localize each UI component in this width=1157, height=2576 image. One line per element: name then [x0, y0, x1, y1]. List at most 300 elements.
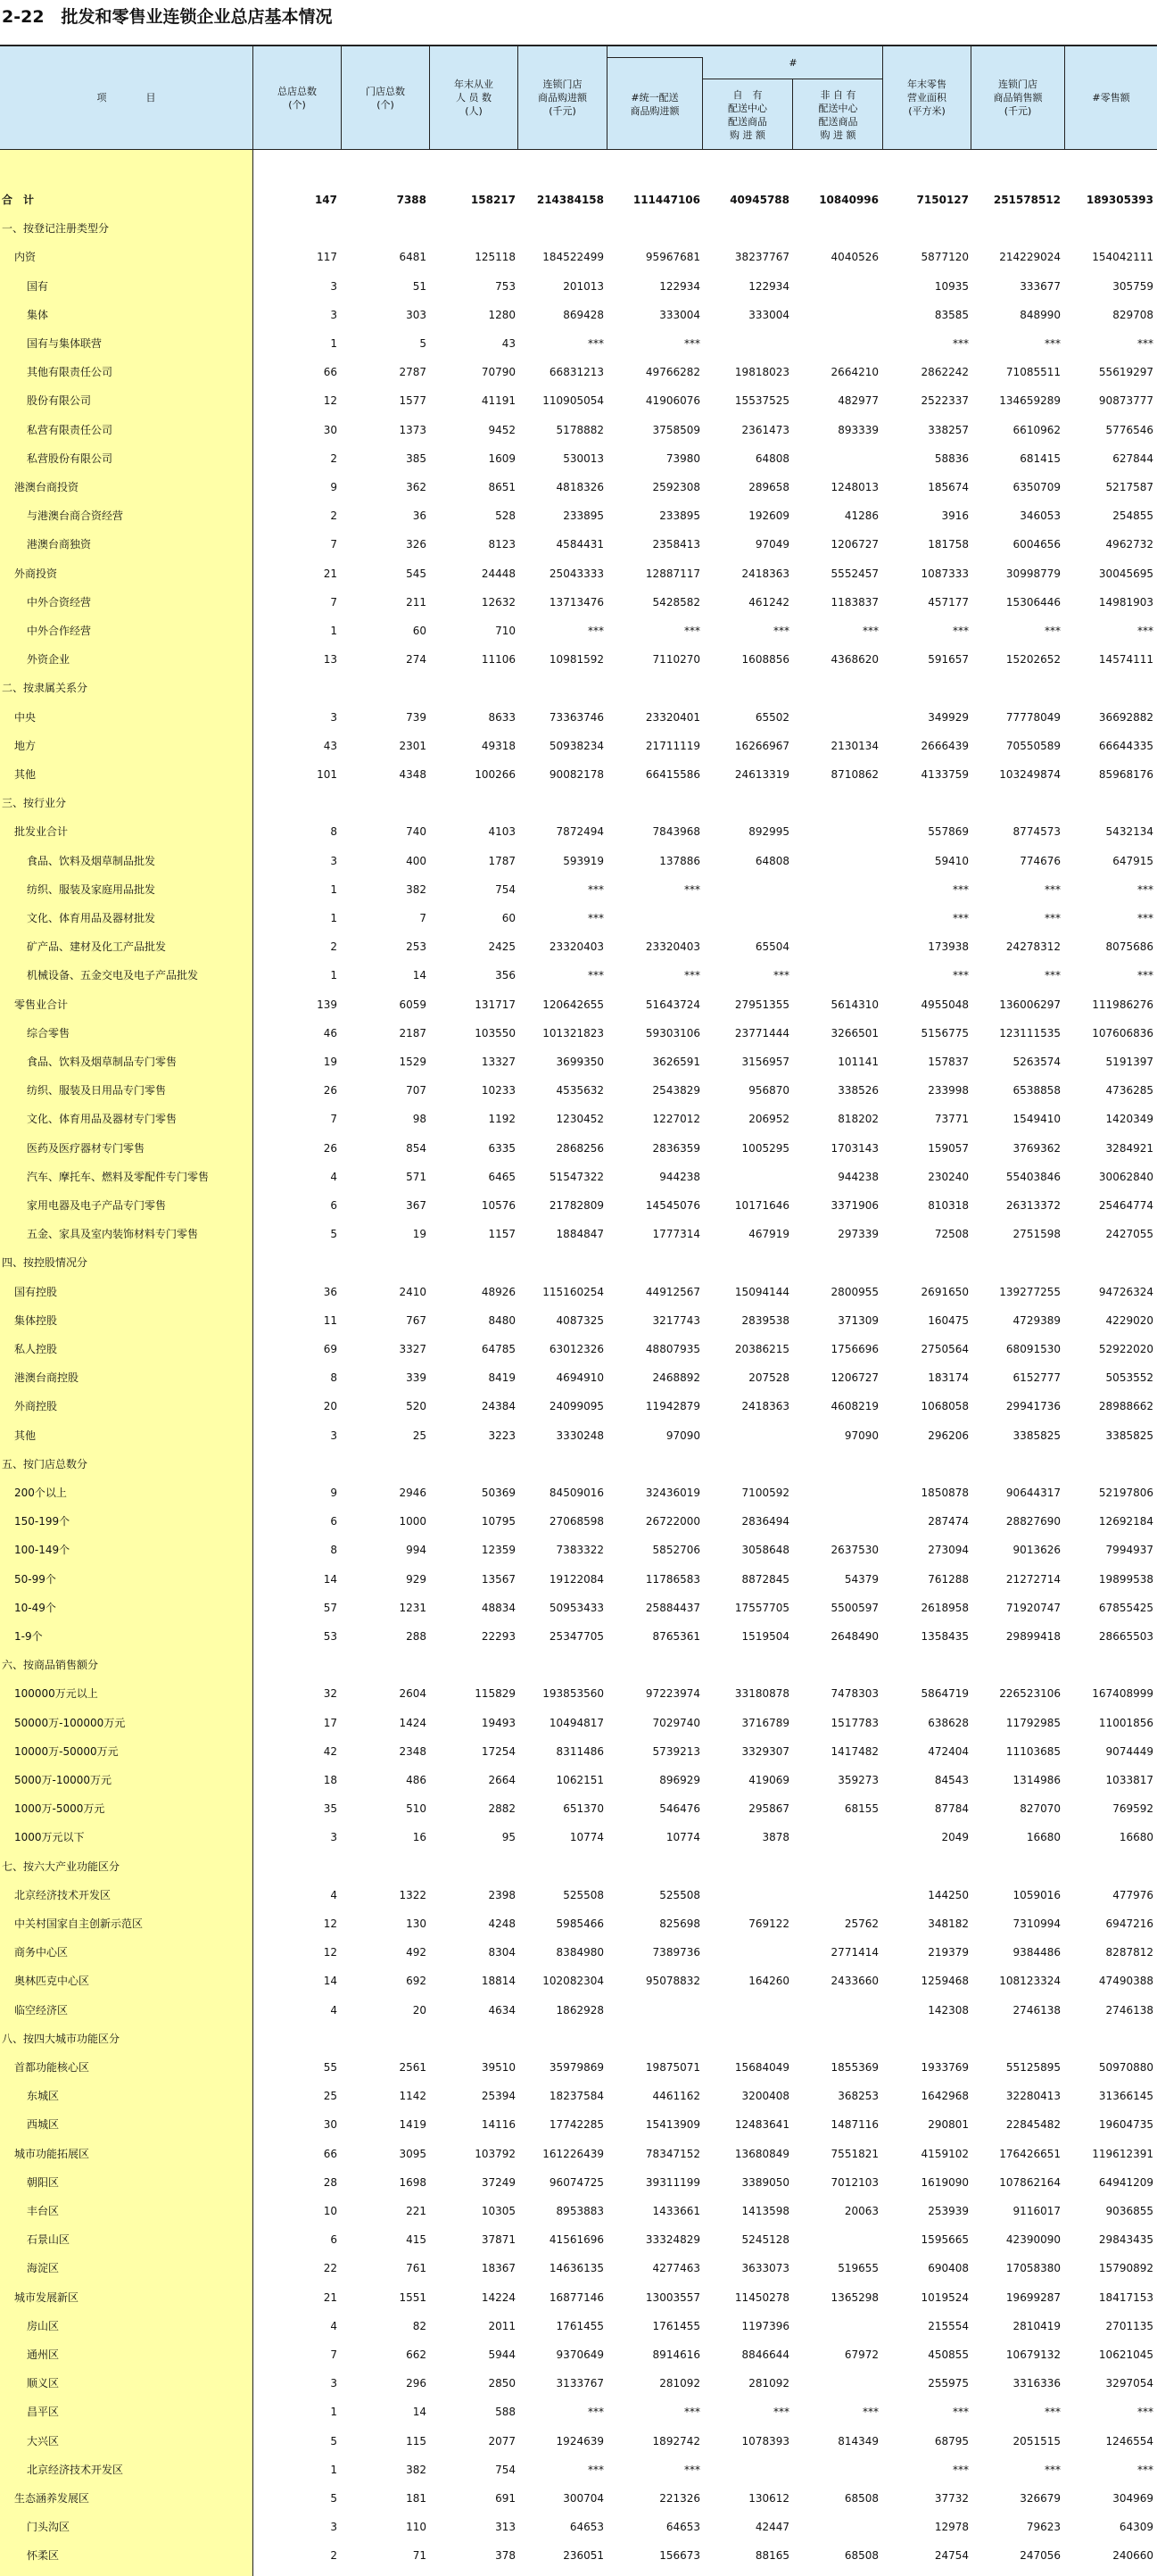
- row-value: 8123: [488, 538, 516, 551]
- row-value: 98: [412, 1113, 426, 1126]
- table-row: [0, 703, 1157, 732]
- row-value: 2077: [488, 2434, 516, 2448]
- row-value: 2130134: [831, 739, 879, 752]
- row-label: 私人控股: [14, 1343, 58, 1355]
- row-value: 810318: [928, 1199, 969, 1212]
- row-value: 51643724: [645, 998, 700, 1011]
- row-value: 12359: [481, 1544, 516, 1557]
- row-value: 136006297: [999, 998, 1061, 1011]
- row-value: 101321823: [542, 1026, 604, 1040]
- row-value: 64941209: [1098, 2175, 1153, 2189]
- row-value: 49318: [481, 739, 516, 752]
- row-value: 1892742: [652, 2434, 700, 2448]
- row-value: 4348: [399, 768, 426, 781]
- row-value: 1373: [399, 423, 426, 436]
- row-value: 2868256: [556, 1141, 604, 1155]
- row-value: ***: [588, 337, 604, 350]
- row-value: 739: [406, 710, 426, 724]
- table-row: [0, 2283, 1157, 2312]
- table-row: [0, 1306, 1157, 1335]
- row-value: 7551821: [831, 2147, 879, 2160]
- row-value: 15790892: [1098, 2262, 1153, 2275]
- row-value: 1609: [488, 451, 516, 465]
- row-value: 7: [330, 2348, 337, 2361]
- row-value: 1551: [399, 2290, 426, 2304]
- row-value: 107606836: [1092, 1026, 1153, 1040]
- row-value: 297339: [838, 1228, 879, 1241]
- row-label: 城市发展新区: [14, 2290, 79, 2304]
- row-value: 85968176: [1098, 768, 1153, 781]
- row-label: 丰台区: [27, 2205, 60, 2217]
- row-label: 东城区: [27, 2090, 60, 2103]
- row-value: 690408: [928, 2262, 969, 2275]
- table-row: [0, 214, 1157, 243]
- row-value: 144250: [928, 1888, 969, 1901]
- row-value: 3223: [488, 1429, 516, 1442]
- table-row: [0, 1105, 1157, 1133]
- row-label: 海淀区: [27, 2262, 60, 2275]
- row-value: 30: [323, 2118, 337, 2132]
- row-label: 通州区: [27, 2348, 60, 2361]
- row-value: 356: [495, 969, 516, 982]
- row-value: 769122: [748, 1918, 789, 1930]
- row-label: 生态涵养发展区: [14, 2492, 90, 2505]
- row-value: 1862928: [556, 2003, 604, 2017]
- row-value: 111986276: [1092, 998, 1153, 1011]
- row-value: 40945788: [730, 194, 789, 206]
- row-value: 2637530: [831, 1544, 879, 1557]
- row-value: ***: [1137, 969, 1153, 982]
- row-value: 530013: [563, 451, 604, 465]
- row-label: 奥林匹克中心区: [14, 1975, 90, 1988]
- row-value: 14: [412, 2406, 426, 2419]
- row-value: 42: [323, 1744, 337, 1758]
- row-value: 19122084: [549, 1572, 604, 1586]
- row-value: 3156957: [741, 1056, 789, 1068]
- row-value: 8651: [488, 481, 516, 493]
- row-value: ***: [773, 2406, 789, 2419]
- row-value: 8: [330, 825, 337, 839]
- table-row: [0, 2053, 1157, 2082]
- row-value: 4955048: [921, 998, 969, 1011]
- row-value: 183174: [928, 1371, 969, 1385]
- row-value: 1433661: [652, 2205, 700, 2217]
- row-value: 30062840: [1098, 1170, 1153, 1183]
- row-value: 17: [323, 1716, 337, 1729]
- row-value: 14: [323, 1572, 337, 1586]
- row-value: 1419: [399, 2118, 426, 2132]
- row-label: 合 计: [2, 194, 35, 206]
- table-row: [0, 2398, 1157, 2426]
- row-value: 362: [406, 481, 426, 493]
- row-value: 13003557: [645, 2290, 700, 2304]
- row-value: 10171646: [734, 1199, 789, 1212]
- row-value: ***: [1045, 969, 1061, 982]
- row-value: 20: [412, 2003, 426, 2017]
- table-row: [0, 530, 1157, 559]
- row-value: 1: [330, 2406, 337, 2419]
- row-value: 3327: [399, 1343, 426, 1355]
- row-label: 国有: [27, 279, 49, 293]
- row-value: 27951355: [734, 998, 789, 1011]
- row-value: 545: [406, 567, 426, 580]
- row-value: 7029740: [652, 1716, 700, 1729]
- row-label: 50000万-100000万元: [14, 1716, 126, 1729]
- table-row: [0, 2168, 1157, 2197]
- row-value: 305759: [1112, 279, 1153, 293]
- row-value: 230240: [928, 1170, 969, 1183]
- row-value: 10774: [665, 1831, 700, 1844]
- row-value: 207528: [748, 1371, 789, 1385]
- row-value: ***: [863, 2406, 879, 2419]
- row-value: 173938: [928, 940, 969, 954]
- row-value: 8304: [488, 1946, 516, 1959]
- row-value: 82: [412, 2319, 426, 2332]
- row-label: 六、按商品销售额分: [2, 1659, 99, 1672]
- row-value: 97090: [665, 1429, 700, 1442]
- row-value: 161226439: [542, 2147, 604, 2160]
- row-value: 72508: [934, 1228, 969, 1241]
- row-value: 53: [323, 1630, 337, 1643]
- row-value: 68795: [934, 2434, 969, 2448]
- table-row: [0, 1278, 1157, 1306]
- row-value: 48834: [481, 1601, 516, 1614]
- row-value: 477976: [1112, 1888, 1153, 1901]
- table-row: [0, 1996, 1157, 2025]
- row-value: 2771414: [831, 1946, 879, 1959]
- row-value: 25762: [844, 1918, 879, 1930]
- row-value: 588: [495, 2406, 516, 2419]
- row-value: 3385825: [1012, 1429, 1061, 1442]
- row-value: 35: [323, 1802, 337, 1816]
- row-value: 638628: [928, 1716, 969, 1729]
- row-value: 1: [330, 625, 337, 637]
- row-value: 16: [412, 1831, 426, 1844]
- row-value: 88165: [755, 2549, 789, 2563]
- row-value: 296: [406, 2377, 426, 2390]
- row-value: 206952: [748, 1113, 789, 1126]
- row-value: 1: [330, 2463, 337, 2476]
- row-value: 11001856: [1098, 1716, 1153, 1729]
- row-value: 9013626: [1012, 1544, 1061, 1557]
- row-value: 593919: [563, 854, 604, 867]
- row-value: 5864719: [921, 1687, 969, 1701]
- row-value: ***: [953, 337, 969, 350]
- row-value: 43: [501, 337, 516, 350]
- row-value: 181: [406, 2492, 426, 2505]
- header-col-purchases: 连锁门店 商品购进额 (千元): [518, 46, 607, 149]
- row-value: ***: [1137, 2463, 1153, 2476]
- row-value: 11106: [481, 653, 516, 667]
- row-label: 北京经济技术开发区: [27, 2463, 124, 2476]
- row-value: 5: [330, 1228, 337, 1241]
- row-value: 19875071: [645, 2061, 700, 2074]
- row-value: 346053: [1020, 509, 1061, 523]
- row-value: 142308: [928, 2003, 969, 2017]
- row-value: 90873777: [1098, 394, 1153, 408]
- table-row: [0, 617, 1157, 645]
- table-row: [0, 1479, 1157, 1507]
- row-value: 7994937: [1105, 1544, 1153, 1557]
- row-value: 304969: [1112, 2492, 1153, 2505]
- row-value: 2787: [399, 366, 426, 379]
- row-value: 47490388: [1098, 1975, 1153, 1988]
- row-label: 商务中心区: [14, 1946, 69, 1959]
- row-value: 1: [330, 337, 337, 350]
- row-value: 3371906: [831, 1199, 879, 1212]
- row-value: 15306446: [1005, 595, 1061, 609]
- row-value: 64653: [665, 2521, 700, 2534]
- row-value: 6610962: [1012, 423, 1061, 436]
- row-value: 12978: [934, 2521, 969, 2534]
- row-value: 4634: [488, 2003, 516, 2017]
- row-value: 313: [495, 2521, 516, 2534]
- row-value: 893339: [838, 423, 879, 436]
- row-value: 2427055: [1105, 1228, 1153, 1241]
- row-value: 66415586: [645, 768, 700, 781]
- row-value: 1248013: [831, 481, 879, 493]
- row-value: 274: [406, 653, 426, 667]
- row-value: 333004: [659, 308, 700, 321]
- row-value: 295867: [748, 1802, 789, 1816]
- row-value: 2882: [488, 1802, 516, 1816]
- row-value: 1059016: [1012, 1888, 1061, 1901]
- row-value: 2648490: [831, 1630, 879, 1643]
- row-value: 8311486: [556, 1744, 604, 1758]
- row-label: 地方: [14, 739, 37, 752]
- row-value: 10: [323, 2205, 337, 2217]
- row-value: 15537525: [734, 394, 789, 408]
- row-value: 66831213: [549, 366, 604, 379]
- row-value: 10795: [481, 1515, 516, 1528]
- row-value: 1924639: [556, 2434, 604, 2448]
- row-value: 21272714: [1005, 1572, 1061, 1586]
- row-value: 48807935: [645, 1343, 700, 1355]
- row-value: 1487116: [831, 2118, 879, 2132]
- row-value: 3389050: [741, 2175, 789, 2189]
- row-value: 2361473: [741, 423, 789, 436]
- row-value: 73980: [665, 451, 700, 465]
- row-value: 18237584: [549, 2090, 604, 2103]
- row-value: 7150127: [916, 194, 969, 206]
- row-value: 6: [330, 1515, 337, 1528]
- row-value: 24613319: [734, 768, 789, 781]
- header-col-stores: 总店总数 (个): [253, 46, 342, 149]
- row-value: 134659289: [999, 394, 1061, 408]
- row-value: 707: [406, 1084, 426, 1097]
- row-value: 95078832: [645, 1975, 700, 1988]
- row-label: 外资企业: [27, 653, 70, 667]
- row-value: 55619297: [1098, 366, 1153, 379]
- row-value: 5245128: [741, 2233, 789, 2247]
- row-label: 纺织、服装及日用品专门零售: [27, 1084, 167, 1097]
- row-value: 221: [406, 2205, 426, 2217]
- row-value: 14636135: [549, 2262, 604, 2275]
- row-value: 164260: [748, 1975, 789, 1988]
- row-value: 4818326: [556, 481, 604, 493]
- row-value: 30045695: [1098, 567, 1153, 580]
- row-value: 944238: [838, 1170, 879, 1183]
- row-value: 29941736: [1005, 1400, 1061, 1413]
- row-value: 827070: [1020, 1802, 1061, 1816]
- row-value: 22293: [481, 1630, 516, 1643]
- row-value: 6: [330, 1199, 337, 1212]
- row-value: 3633073: [741, 2262, 789, 2275]
- row-value: 46: [323, 1026, 337, 1040]
- table-row: [0, 1220, 1157, 1248]
- row-value: 52922020: [1098, 1343, 1153, 1355]
- row-value: 7843968: [652, 825, 700, 839]
- row-value: 2049: [941, 1831, 969, 1844]
- row-value: 131717: [475, 998, 516, 1011]
- table-row: [0, 1679, 1157, 1708]
- table-row: [0, 1076, 1157, 1105]
- row-value: 3316336: [1012, 2377, 1061, 2390]
- row-value: 48926: [481, 1285, 516, 1298]
- row-value: 2418363: [741, 567, 789, 580]
- row-value: 19899538: [1098, 1572, 1153, 1586]
- row-value: 359273: [838, 1774, 879, 1786]
- row-value: 71: [412, 2549, 426, 2563]
- row-value: 25: [412, 1429, 426, 1442]
- row-value: 2746138: [1105, 2003, 1153, 2017]
- row-label: 10-49个: [14, 1601, 56, 1614]
- table-row: [0, 588, 1157, 617]
- table-row: [0, 243, 1157, 271]
- row-value: 63012326: [549, 1343, 604, 1355]
- row-value: 3: [330, 2377, 337, 2390]
- table-row: [0, 1852, 1157, 1881]
- row-value: 192609: [748, 509, 789, 523]
- table-row: [0, 186, 1157, 214]
- table-row: [0, 674, 1157, 702]
- row-value: 8872845: [741, 1572, 789, 1586]
- row-value: 12887117: [645, 567, 700, 580]
- row-value: 8914616: [652, 2348, 700, 2361]
- row-value: 7478303: [831, 1687, 879, 1701]
- row-value: 36: [323, 1285, 337, 1298]
- table-row: [0, 1163, 1157, 1191]
- row-value: 4461162: [652, 2090, 700, 2103]
- row-value: 67855425: [1098, 1601, 1153, 1614]
- row-value: 3385825: [1105, 1429, 1153, 1442]
- row-value: 9384486: [1012, 1946, 1061, 1959]
- row-value: 8: [330, 1544, 337, 1557]
- table-row: [0, 2025, 1157, 2053]
- row-value: ***: [773, 625, 789, 637]
- row-value: 1698: [399, 2175, 426, 2189]
- row-value: 51547322: [549, 1170, 604, 1183]
- row-value: 19818023: [734, 366, 789, 379]
- row-value: 4: [330, 2319, 337, 2332]
- row-value: 774676: [1020, 854, 1061, 867]
- row-value: 19: [412, 1228, 426, 1241]
- table-row: [0, 1823, 1157, 1851]
- row-label: 外商控股: [14, 1400, 58, 1413]
- row-value: 71085511: [1005, 366, 1061, 379]
- row-value: 12: [323, 394, 337, 408]
- table-row: [0, 2340, 1157, 2369]
- row-value: 1703143: [831, 1141, 879, 1155]
- row-value: ***: [1045, 625, 1061, 637]
- row-value: 2850: [488, 2377, 516, 2390]
- row-value: 6350709: [1012, 481, 1061, 493]
- row-value: 28665503: [1098, 1630, 1153, 1643]
- row-value: 2358413: [652, 538, 700, 551]
- row-value: 11942879: [645, 1400, 700, 1413]
- table-row: [0, 1048, 1157, 1076]
- row-label: 食品、饮料及烟草制品专门零售: [27, 1056, 178, 1068]
- row-label: 其他: [14, 768, 37, 781]
- row-label: 食品、饮料及烟草制品批发: [27, 854, 156, 867]
- table-row: [0, 1651, 1157, 1679]
- row-value: 6538858: [1012, 1084, 1061, 1097]
- row-label: 昌平区: [27, 2406, 60, 2419]
- row-value: 11792985: [1005, 1716, 1061, 1729]
- row-value: 5877120: [921, 251, 969, 264]
- row-value: 1: [330, 882, 337, 896]
- row-value: 5852706: [652, 1544, 700, 1557]
- row-value: 8953883: [556, 2205, 604, 2217]
- row-value: 4584431: [556, 538, 604, 551]
- row-value: 892995: [748, 825, 789, 839]
- row-label: 首都功能核心区: [14, 2061, 90, 2074]
- table-row: [0, 1536, 1157, 1564]
- row-value: 1: [330, 912, 337, 924]
- row-value: 27068598: [549, 1515, 604, 1528]
- row-value: 3297054: [1105, 2377, 1153, 2390]
- row-value: 130: [406, 1918, 426, 1930]
- row-value: 70550589: [1005, 739, 1061, 752]
- row-value: 37732: [934, 2492, 969, 2505]
- row-value: 4736285: [1105, 1084, 1153, 1097]
- row-value: 68155: [844, 1802, 879, 1816]
- row-value: 251578512: [993, 194, 1061, 206]
- row-value: 26722000: [645, 1515, 700, 1528]
- row-value: 30998779: [1005, 567, 1061, 580]
- row-value: 3058648: [741, 1544, 789, 1557]
- row-value: 14116: [481, 2118, 516, 2132]
- table-row: [0, 2312, 1157, 2340]
- row-value: 4535632: [556, 1084, 604, 1097]
- row-value: 39510: [481, 2061, 516, 2074]
- table-row: [0, 386, 1157, 415]
- row-value: 14574111: [1098, 653, 1153, 667]
- header-sub-prefix: #: [789, 56, 798, 69]
- row-value: 52197806: [1098, 1487, 1153, 1499]
- row-value: 6152777: [1012, 1371, 1061, 1385]
- row-value: 2187: [399, 1026, 426, 1040]
- row-value: 21711119: [645, 739, 700, 752]
- row-value: 253: [406, 940, 426, 954]
- row-label: 机械设备、五金交电及电子产品批发: [27, 969, 199, 982]
- row-value: 2468892: [652, 1371, 700, 1385]
- table-row: [0, 1191, 1157, 1220]
- row-value: 247056: [1020, 2549, 1061, 2563]
- row-value: 18417153: [1098, 2290, 1153, 2304]
- row-label: 文化、体育用品及器材专门零售: [27, 1113, 178, 1126]
- row-value: 1033817: [1105, 1774, 1153, 1786]
- row-value: 5217587: [1105, 481, 1153, 493]
- row-value: 5776546: [1105, 423, 1153, 436]
- row-value: 23771444: [734, 1026, 789, 1040]
- row-label: 集体控股: [14, 1313, 58, 1327]
- row-value: 8710862: [831, 768, 879, 781]
- row-value: ***: [1045, 912, 1061, 924]
- row-value: 28827690: [1005, 1515, 1061, 1528]
- row-label: 临空经济区: [14, 2003, 69, 2017]
- table-row: [0, 2110, 1157, 2139]
